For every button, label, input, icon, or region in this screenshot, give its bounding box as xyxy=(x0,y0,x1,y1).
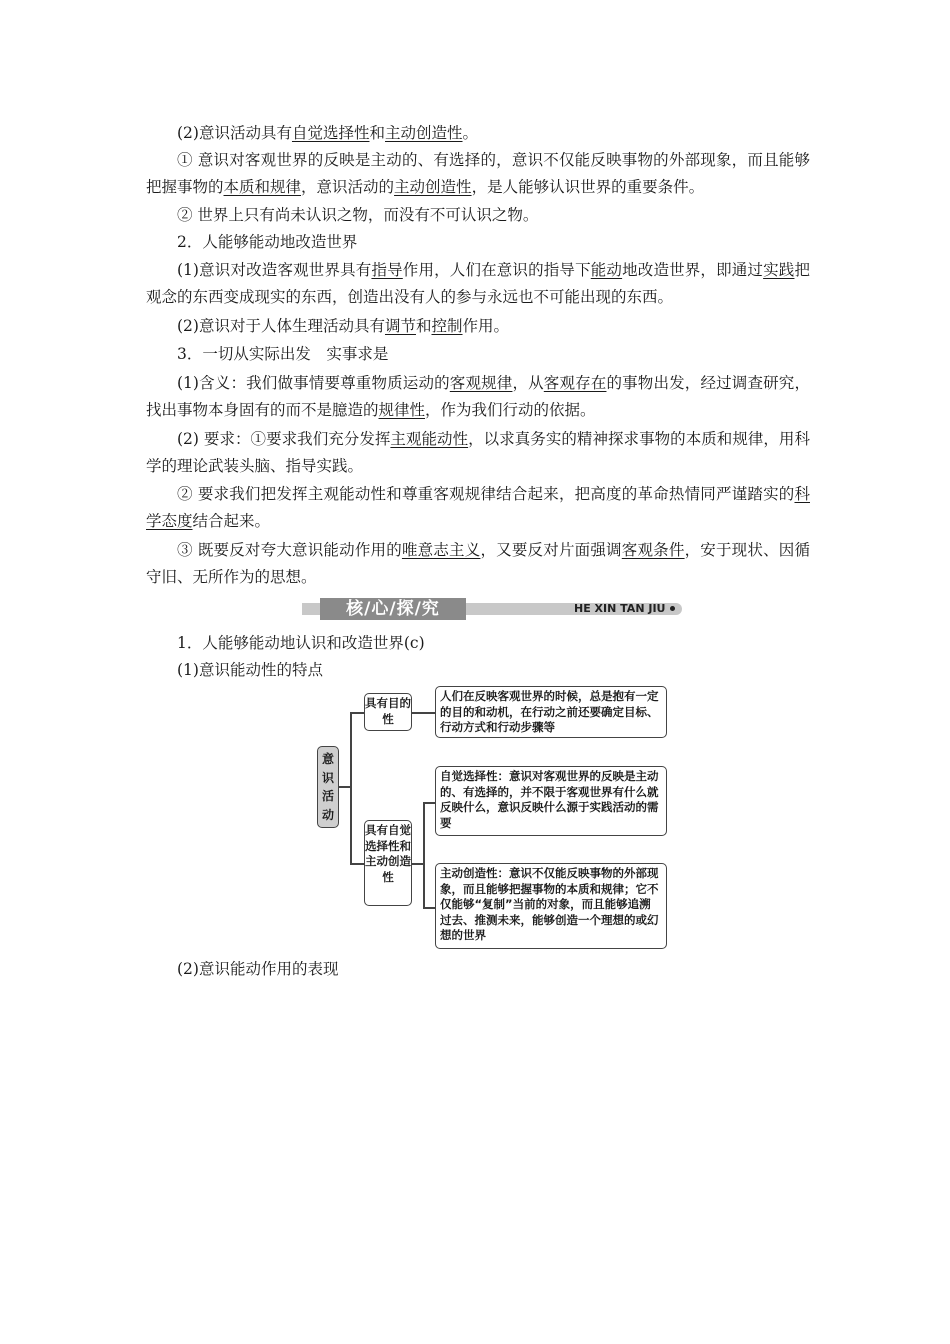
diagram-branch-selective-creative: 具有自觉选择性和主动创造性 xyxy=(364,820,412,906)
underlined-term: 自觉选择性 xyxy=(291,124,370,142)
subheading-1: (1)意识能动性的特点 xyxy=(177,661,323,679)
diagram-root: 意识活动 xyxy=(317,746,339,828)
banner-dot-icon xyxy=(670,606,675,611)
connector xyxy=(350,712,352,864)
banner-title: 核/心/探/究 xyxy=(320,598,466,620)
connector xyxy=(350,712,364,714)
paragraph-1: (2)意识活动具有自觉选择性和主动创造性。 xyxy=(177,124,479,142)
diagram-desc-creative: 主动创造性：意识不仅能反映事物的外部现象，而且能够把握事物的本质和规律；它不仅能够“复制”当前的对象，而且能够追溯过去、推测未来，能够创造一个理想的或幻想的世界 xyxy=(435,863,667,949)
underlined-term: 实践 xyxy=(763,261,795,279)
paragraph-2: ① 意识对客观世界的反映是主动的、有选择的，意识不仅能反映事物的外部现象，而且能够把握事物的本质和规律，意识活动的主动创造性，是人能够认识世界的重要条件。 xyxy=(146,151,810,196)
diagram-desc-purpose: 人们在反映客观世界的时候，总是抱有一定的目的和动机，在行动之前还要确定目标、行动方式和行动步骤等 xyxy=(435,686,667,738)
underlined-term: 客观规律 xyxy=(449,374,513,392)
underlined-term: 控制 xyxy=(431,317,463,335)
section-heading: 1．人能够能动地认识和改造世界(c) xyxy=(177,634,425,652)
underlined-term: 本质和规律 xyxy=(223,177,302,196)
underlined-term: 科学态度 xyxy=(146,485,810,530)
underlined-term: 调节 xyxy=(384,317,416,335)
diagram-branch-purpose: 具有目的性 xyxy=(364,693,412,731)
paragraph-6: (2)意识对于人体生理活动具有调节和控制作用。 xyxy=(177,317,510,335)
banner-subtitle: HE XIN TAN JIU xyxy=(574,602,666,615)
paragraph-11: ③ 既要反对夸大意识能动作用的唯意志主义，又要反对片面强调客观条件，安于现状、因循守旧、无所作为的思想。 xyxy=(146,541,810,586)
paragraph-9: (2) 要求：①要求我们充分发挥主观能动性，以求真务实的精神探求事物的本质和规律，用科学的理论武装头脑、指导实践。 xyxy=(146,430,810,475)
paragraph-8: (1)含义：我们做事情要尊重物质运动的客观规律，从客观存在的事物出发，经过调查研究，找出事物本身固有的而不是臆造的规律性，作为我们行动的依据。 xyxy=(146,374,810,419)
paragraph-5: (1)意识对改造客观世界具有指导作用，人们在意识的指导下能动地改造世界，即通过实践把观念的东西变成现实的东西，创造出没有人的参与永远也不可能出现的东西。 xyxy=(146,261,810,306)
paragraph-3: ② 世界上只有尚未认识之物，而没有不可认识之物。 xyxy=(177,206,539,224)
diagram-desc-selective: 自觉选择性：意识对客观世界的反映是主动的、有选择的，并不限于客观世界有什么就反映什么，意识反映什么源于实践活动的需要 xyxy=(435,766,667,836)
connector xyxy=(412,712,435,714)
underlined-term: 指导 xyxy=(371,261,403,279)
underlined-term: 唯意志主义 xyxy=(401,541,481,559)
underlined-term: 客观存在 xyxy=(543,374,607,392)
connector xyxy=(350,863,364,865)
underlined-term: 主动创造性 xyxy=(385,124,463,142)
connector xyxy=(423,802,425,908)
underlined-term: 主观能动性 xyxy=(390,430,469,448)
subheading-2: (2)意识能动作用的表现 xyxy=(177,960,339,978)
underlined-term: 能动 xyxy=(590,261,623,279)
paragraph-10: ② 要求我们把发挥主观能动性和尊重客观规律结合起来，把高度的革命热情同严谨踏实的科学态度结合起来。 xyxy=(146,485,810,530)
connector xyxy=(423,907,435,909)
underlined-term: 主动创造性 xyxy=(394,177,472,196)
section-banner xyxy=(302,598,682,620)
underlined-term: 规律性 xyxy=(378,400,426,419)
paragraph-7: 3．一切从实际出发 实事求是 xyxy=(177,345,389,363)
connector xyxy=(423,802,435,804)
paragraph-4: 2．人能够能动地改造世界 xyxy=(177,233,358,251)
underlined-term: 客观条件 xyxy=(621,541,685,559)
